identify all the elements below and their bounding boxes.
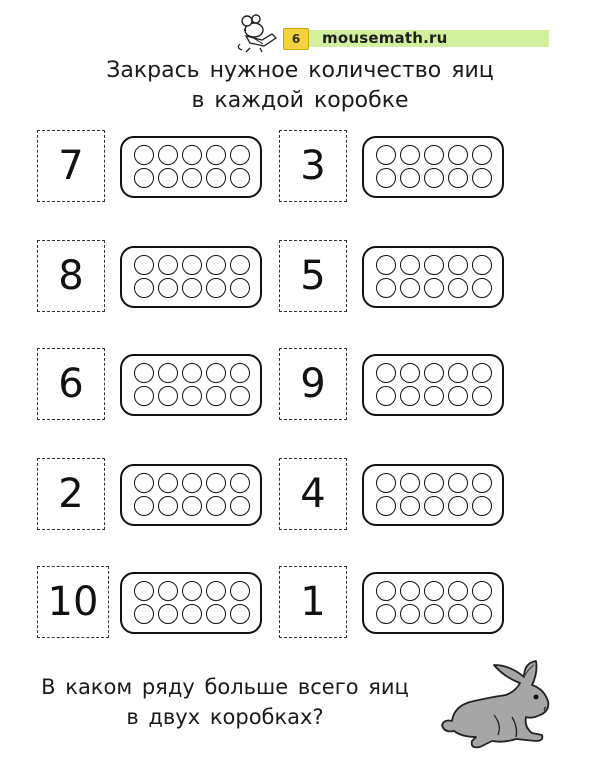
egg-circle[interactable] [182,473,202,493]
egg-circle[interactable] [424,473,444,493]
egg-circle[interactable] [230,496,250,516]
number-box: 2 [37,458,105,530]
egg-carton [362,572,504,634]
egg-circle[interactable] [400,363,420,383]
egg-circle[interactable] [206,145,226,165]
egg-circle[interactable] [230,168,250,188]
egg-circle[interactable] [376,496,396,516]
egg-circle[interactable] [158,386,178,406]
egg-circle[interactable] [376,255,396,275]
egg-circle[interactable] [400,604,420,624]
egg-carton [120,246,262,308]
number-box: 10 [37,566,109,638]
egg-circle[interactable] [472,604,492,624]
egg-circle[interactable] [376,168,396,188]
number-box: 9 [279,348,347,420]
egg-circle[interactable] [448,581,468,601]
egg-carton [362,354,504,416]
egg-circle[interactable] [158,168,178,188]
question-line-2: в двух коробках? [126,705,324,729]
egg-carton [362,136,504,198]
egg-circle[interactable] [376,386,396,406]
egg-circle[interactable] [134,363,154,383]
egg-circle[interactable] [206,168,226,188]
egg-circle[interactable] [206,278,226,298]
egg-circle[interactable] [472,168,492,188]
egg-circle[interactable] [182,278,202,298]
egg-circle[interactable] [448,386,468,406]
mouse-reading-icon [232,10,280,54]
egg-circle[interactable] [206,473,226,493]
number-box: 8 [37,240,105,312]
egg-circle[interactable] [182,496,202,516]
egg-circle[interactable] [182,255,202,275]
egg-circle[interactable] [472,145,492,165]
egg-circle[interactable] [134,604,154,624]
egg-circle[interactable] [472,581,492,601]
egg-carton [120,354,262,416]
egg-circle[interactable] [206,363,226,383]
egg-circle[interactable] [376,581,396,601]
egg-circle[interactable] [182,168,202,188]
question-text [20,672,430,732]
egg-circle[interactable] [230,278,250,298]
egg-circle[interactable] [376,363,396,383]
egg-circle[interactable] [448,168,468,188]
egg-circle[interactable] [448,604,468,624]
egg-circle[interactable] [134,496,154,516]
egg-circle[interactable] [158,473,178,493]
egg-circle[interactable] [472,255,492,275]
egg-circle[interactable] [230,255,250,275]
number-box: 1 [279,566,347,638]
egg-circle[interactable] [230,386,250,406]
number-box: 3 [279,130,347,202]
egg-circle[interactable] [472,363,492,383]
egg-circle[interactable] [376,473,396,493]
rabbit-icon [432,655,562,755]
number-box: 5 [279,240,347,312]
number-box: 6 [37,348,105,420]
egg-circle[interactable] [424,255,444,275]
egg-circle[interactable] [448,255,468,275]
egg-circle[interactable] [400,386,420,406]
egg-circle[interactable] [424,278,444,298]
question-line-1: В каком ряду больше всего яиц [41,675,409,699]
egg-circle[interactable] [376,604,396,624]
egg-circle[interactable] [472,386,492,406]
number-box: 7 [37,130,105,202]
egg-circle[interactable] [376,278,396,298]
egg-circle[interactable] [400,145,420,165]
egg-circle[interactable] [134,145,154,165]
egg-circle[interactable] [182,145,202,165]
egg-circle[interactable] [230,145,250,165]
egg-circle[interactable] [400,581,420,601]
egg-circle[interactable] [134,278,154,298]
egg-circle[interactable] [448,496,468,516]
egg-circle[interactable] [376,145,396,165]
egg-carton [120,136,262,198]
egg-circle[interactable] [472,278,492,298]
egg-circle[interactable] [400,168,420,188]
egg-circle[interactable] [206,386,226,406]
egg-circle[interactable] [400,473,420,493]
egg-circle[interactable] [206,604,226,624]
egg-circle[interactable] [134,581,154,601]
number-box: 4 [279,458,347,530]
egg-circle[interactable] [158,278,178,298]
egg-circle[interactable] [230,604,250,624]
egg-circle[interactable] [448,363,468,383]
egg-circle[interactable] [472,473,492,493]
egg-circle[interactable] [448,145,468,165]
page-number-badge: 6 [283,28,309,50]
egg-circle[interactable] [158,363,178,383]
egg-circle[interactable] [448,473,468,493]
egg-circle[interactable] [206,255,226,275]
site-link[interactable]: mousemath.ru [322,29,448,47]
egg-circle[interactable] [158,581,178,601]
egg-circle[interactable] [206,581,226,601]
egg-circle[interactable] [472,496,492,516]
egg-circle[interactable] [400,255,420,275]
egg-circle[interactable] [400,278,420,298]
egg-circle[interactable] [182,604,202,624]
egg-circle[interactable] [182,386,202,406]
egg-circle[interactable] [134,473,154,493]
egg-circle[interactable] [424,581,444,601]
task-title-line-2: в каждой коробке [191,88,409,113]
egg-circle[interactable] [158,145,178,165]
task-title [0,56,600,116]
egg-circle[interactable] [134,255,154,275]
egg-circle[interactable] [230,581,250,601]
egg-carton [120,572,262,634]
egg-circle[interactable] [424,145,444,165]
egg-circle[interactable] [134,386,154,406]
egg-circle[interactable] [230,363,250,383]
page-header [0,0,600,60]
egg-carton [120,464,262,526]
egg-circle[interactable] [182,581,202,601]
egg-circle[interactable] [424,604,444,624]
egg-circle[interactable] [182,363,202,383]
egg-circle[interactable] [424,496,444,516]
task-title-line-1: Закрась нужное количество яиц [106,58,494,83]
egg-circle[interactable] [424,386,444,406]
egg-carton [362,464,504,526]
egg-circle[interactable] [448,278,468,298]
egg-circle[interactable] [424,168,444,188]
egg-circle[interactable] [424,363,444,383]
egg-circle[interactable] [158,496,178,516]
egg-circle[interactable] [230,473,250,493]
egg-circle[interactable] [158,604,178,624]
egg-carton [362,246,504,308]
egg-circle[interactable] [158,255,178,275]
egg-circle[interactable] [134,168,154,188]
egg-circle[interactable] [206,496,226,516]
egg-circle[interactable] [400,496,420,516]
